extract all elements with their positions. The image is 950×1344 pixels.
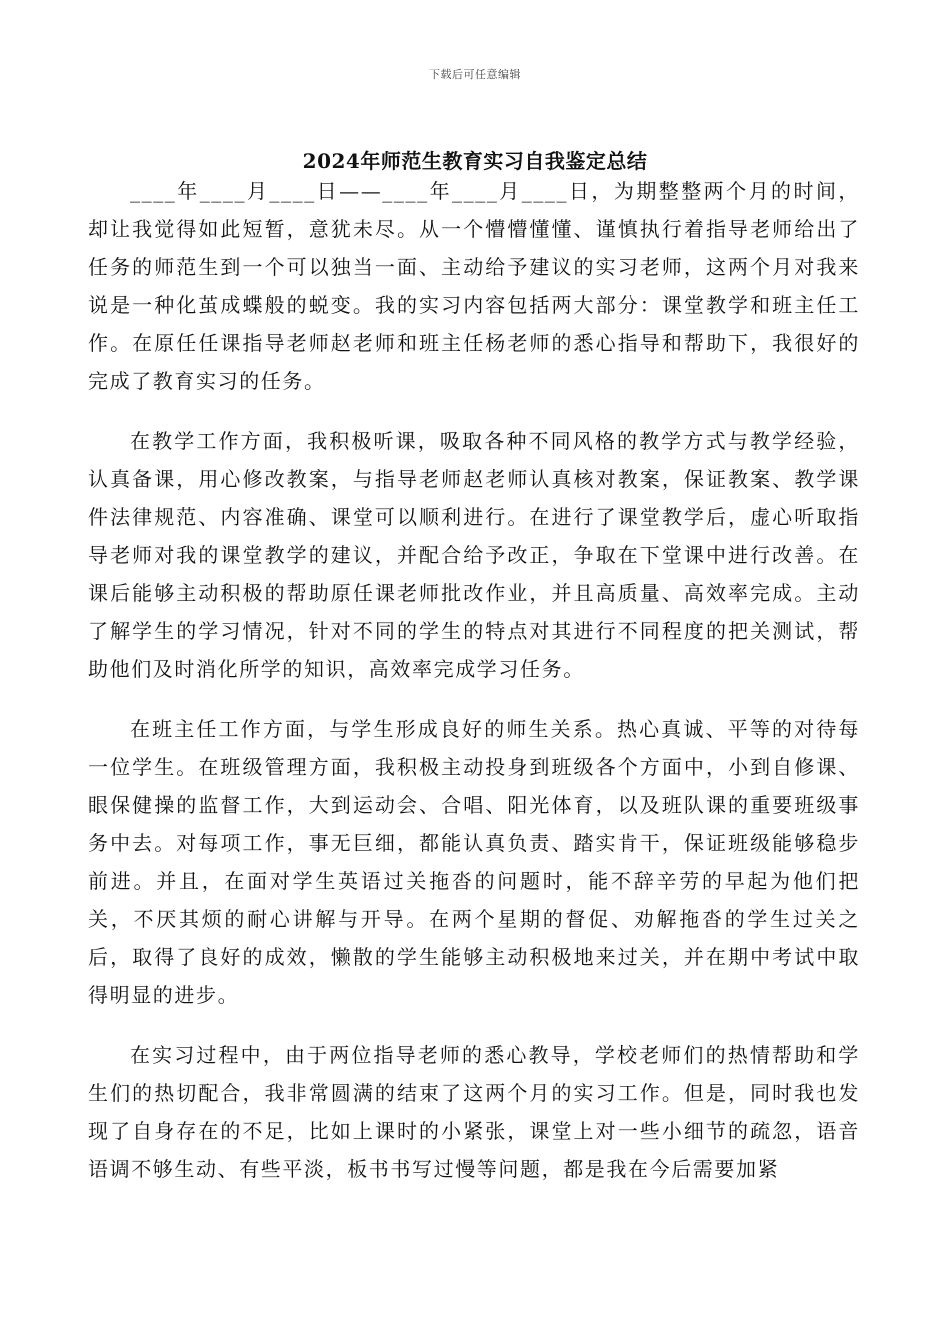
document-title: 2024年师范生教育实习自我鉴定总结: [302, 149, 648, 173]
paragraph-reflection: 在实习过程中，由于两位指导老师的悉心教导，学校老师们的热情帮助和学生们的热切配合，我非常圆满的结束了这两个月的实习工作。但是，同时我也发现了自身存在的不足，比如上课时的小紧张，课堂上对一些小细节的疏忽，语音语调不够生动、有些平淡，板书书写过慢等问题，都是我在今后需要加紧: [88, 1043, 860, 1181]
header-note: 下载后可任意编辑: [429, 68, 521, 81]
paragraph-teaching: 在教学工作方面，我积极听课，吸取各种不同风格的教学方式与教学经验，认真备课，用心修改教案，与指导老师赵老师认真核对教案，保证教案、教学课件法律规范、内容准确、课堂可以顺利进行。在进行了课堂教学后，虚心听取指导老师对我的课堂教学的建议，并配合给予改正，争取在下堂课中进行改善。在课后能够主动积极的帮助原任课老师批改作业，并且高质量、高效率完成。主动了解学生的学习情况，针对不同的学生的特点对其进行不同程度的把关测试，帮助他们及时消化所学的知识，高效率完成学习任务。: [88, 429, 860, 681]
paragraph-intro: ____年____月____日——____年____月____日，为期整整两个月的时间，却让我觉得如此短暂，意犹未尽。从一个懵懵懂懂、谨慎执行着指导老师给出了任务的师范生到一个可以独当一面、主动给予建议的实习老师，这两个月对我来说是一种化茧成蝶般的蜕变。我的实习内容包括两大部分：课堂教学和班主任工作。在原任任课指导老师赵老师和班主任杨老师的悉心指导和帮助下，我很好的完成了教育实习的任务。: [88, 179, 860, 393]
document-body: [88, 172, 860, 1210]
paragraph-class-management: 在班主任工作方面，与学生形成良好的师生关系。热心真诚、平等的对待每一位学生。在班级管理方面，我积极主动投身到班级各个方面中，小到自修课、眼保健操的监督工作，大到运动会、合唱、阳光体育，以及班队课的重要班级事务中去。对每项工作，事无巨细，都能认真负责、踏实肯干，保证班级能够稳步前进。并且，在面对学生英语过关拖沓的问题时，能不辞辛劳的早起为他们把关，不厌其烦的耐心讲解与开导。在两个星期的督促、劝解拖沓的学生过关之后，取得了良好的成效，懒散的学生能够主动积极地来过关，并在期中考试中取得明显的进步。: [88, 717, 860, 1007]
